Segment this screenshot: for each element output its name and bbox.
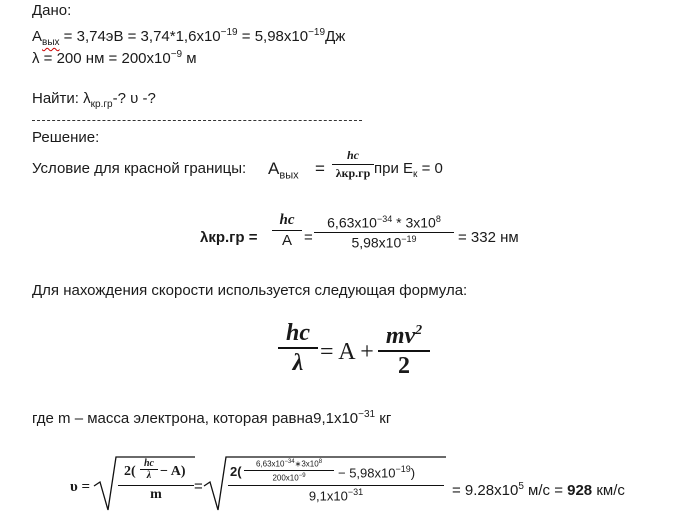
cond-tail-b: = 0	[417, 160, 443, 177]
s2-num-b: − 5,98x10	[338, 465, 396, 481]
final-result-c: км/с	[592, 482, 625, 499]
lv-num-exp1: −34	[376, 214, 393, 224]
final-result-b: м/с =	[523, 482, 568, 499]
cond-a: A	[268, 159, 280, 178]
lambda-frac-numerator: hc	[279, 212, 295, 228]
big-right-num-text: mv	[385, 323, 416, 349]
sqrt1-num-a: 2(	[124, 464, 136, 479]
condition-numerator: hc	[347, 148, 359, 162]
sqrt2-num-b-wrap	[338, 464, 415, 480]
wavelength-part-b: м	[182, 50, 197, 67]
final-result-bold: 928	[567, 482, 593, 499]
wavelength-part-a: λ = 200 нм = 200x10	[32, 50, 171, 67]
given-heading: Дано:	[32, 2, 72, 19]
sqrt2-num-a: 2(	[230, 464, 242, 479]
sqrt1-inner-num: hc	[144, 458, 154, 469]
work-function-part-b: = 5,98x10	[237, 28, 309, 45]
lv-num-a: 6,63x10	[327, 214, 377, 231]
lambda-lhs: λкр.гр =	[200, 229, 258, 246]
s2-den-a: 9,1x10	[308, 488, 348, 504]
final-result	[452, 478, 625, 500]
cond-tail-a: при E	[374, 160, 414, 177]
sqrt2-inner-fraction	[244, 457, 334, 483]
sqrt2-numerator	[228, 460, 444, 484]
mass-text-a: где m – масса электрона, которая равна9,1x10	[32, 410, 359, 427]
condition-text: Условие для красной границы:	[32, 160, 247, 177]
sqrt2-denominator	[228, 487, 444, 503]
s2-in-num-a: 6,63x10	[255, 459, 285, 469]
sqrt1-denominator: m	[150, 487, 162, 502]
big-right-denominator: 2	[398, 353, 410, 379]
final-result-exp: 5	[518, 481, 524, 492]
final-eq: =	[194, 478, 203, 495]
sqrt1-num-b: − A)	[160, 464, 186, 479]
cond-tail-sub: к	[413, 169, 418, 180]
final-result-a: = 9.28x10	[452, 482, 519, 499]
condition-eq: =	[315, 159, 325, 178]
lv-den-a: 5,98x10	[351, 234, 402, 251]
find-sub: кр.гр	[90, 99, 113, 110]
sqrt1-bar	[118, 485, 194, 486]
final-sqrt2-fraction	[228, 460, 444, 503]
work-function-symbol: A	[32, 28, 43, 45]
s2-num-exp: −19	[395, 464, 411, 474]
s2-in-den-a: 200x10	[272, 473, 299, 483]
mass-text-exp: −31	[358, 409, 376, 420]
work-function-exp2: −19	[308, 27, 326, 38]
s2-num-c: )	[410, 465, 416, 481]
lv-den-exp: −19	[401, 233, 417, 244]
lambda-result: = 332 нм	[458, 229, 519, 246]
lv-num-b: * 3x10	[392, 214, 436, 231]
lambda-frac-denominator: A	[281, 232, 292, 249]
lv-num-exp2: 8	[435, 214, 441, 224]
big-formula-middle: = A +	[320, 339, 374, 365]
big-right-num-exp: 2	[415, 323, 423, 338]
sqrt1-numerator	[118, 460, 194, 484]
s2-den-exp: −31	[347, 487, 364, 497]
s2-in-num-exp1: −34	[284, 459, 295, 465]
work-function-part-a: = 3,74эВ = 3,74*1,6x10	[59, 28, 221, 45]
work-function-sub: вых	[42, 37, 60, 48]
big-left-numerator: hc	[286, 320, 310, 346]
condition-denominator: λкр.гр	[335, 166, 371, 180]
s2-in-den-exp: −9	[298, 472, 306, 479]
big-left-denominator: λ	[292, 350, 304, 376]
final-sqrt1-fraction	[118, 460, 194, 503]
find-label: Найти: λ	[32, 90, 91, 107]
wavelength-exp: −9	[170, 49, 183, 60]
sqrt2-inner-den	[244, 471, 334, 484]
s2-in-num-b: ∗3x10	[294, 459, 319, 469]
mass-text-b: кг	[375, 410, 392, 427]
sqrt2-inner-num	[244, 457, 334, 470]
s2-in-num-exp2: 8	[318, 459, 323, 465]
sqrt1-inner-den: λ	[146, 470, 152, 481]
work-function-exp1: −19	[220, 27, 238, 38]
solution-heading: Решение:	[32, 129, 100, 146]
lambda-eq: =	[304, 229, 313, 246]
cond-a-sub: вых	[279, 169, 299, 182]
speed-formula-text: Для нахождения скорости используется следующая формула:	[32, 282, 468, 299]
find-rest: -? υ -?	[112, 90, 156, 107]
final-lhs: υ =	[70, 479, 91, 495]
work-function-part-c: Дж	[325, 28, 346, 45]
sqrt2-bar	[228, 485, 444, 486]
sqrt1-inner-fraction	[140, 458, 158, 481]
